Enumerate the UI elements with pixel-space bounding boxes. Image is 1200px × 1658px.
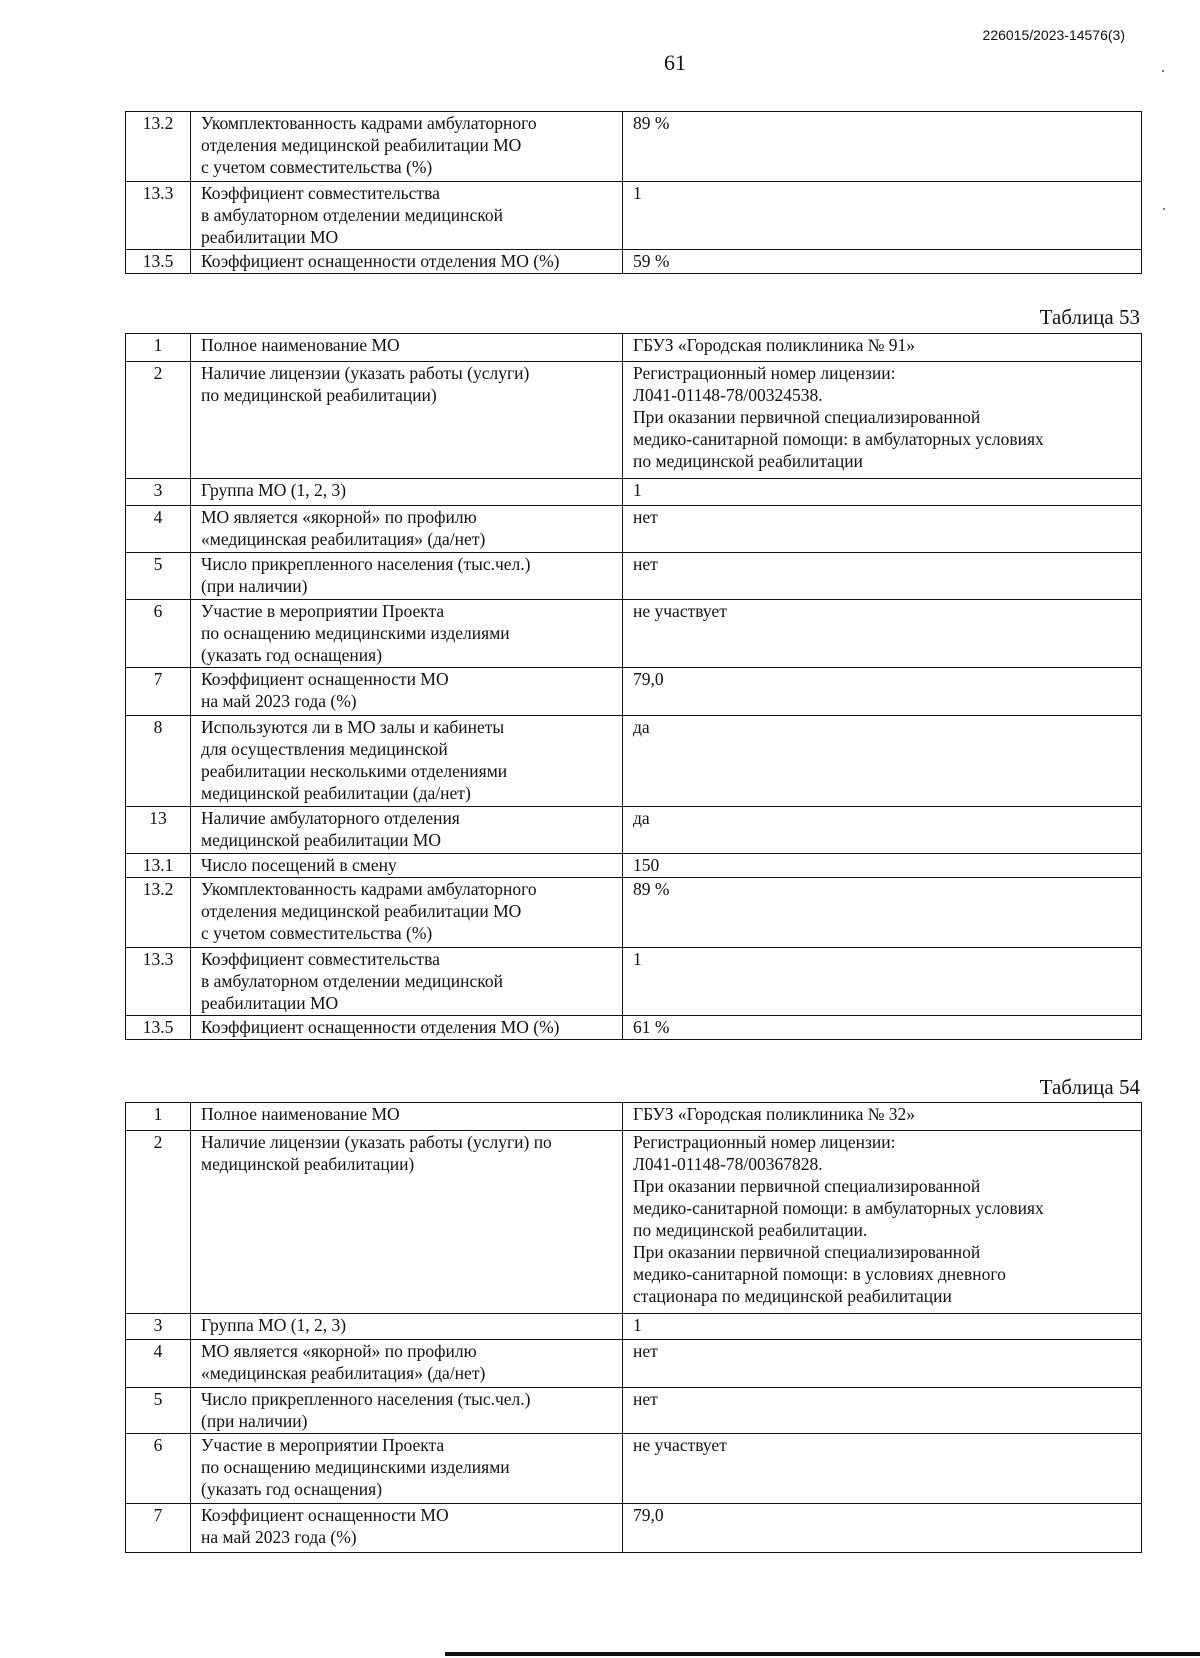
indicator-value-cell: не участвует (623, 1434, 1142, 1504)
row-number-cell: 7 (126, 1504, 191, 1553)
table-54-caption: Таблица 54 (1039, 1075, 1140, 1099)
row-number-cell: 7 (126, 668, 191, 716)
indicator-name-cell: Число прикрепленного населения (тыс.чел.) (при наличии) (191, 1388, 623, 1434)
table-row (126, 948, 1142, 1016)
indicator-name-cell: Укомплектованность кадрами амбулаторного отделения медицинской реабилитации МО с учетом совместительства (%) (191, 112, 623, 182)
indicator-name-cell: Группа МО (1, 2, 3) (191, 479, 623, 506)
table-row (126, 1131, 1142, 1314)
indicator-name-cell: Группа МО (1, 2, 3) (191, 1314, 623, 1340)
page-number: 61 (664, 50, 686, 75)
indicator-value-cell: 1 (623, 182, 1142, 250)
indicator-value-cell: 61 % (623, 1016, 1142, 1040)
row-number-cell: 13 (126, 807, 191, 854)
indicator-value-cell: 1 (623, 479, 1142, 506)
indicator-name-cell: Полное наименование МО (191, 1103, 623, 1131)
indicator-name-cell: Коэффициент оснащенности отделения МО (%) (191, 250, 623, 274)
indicator-name-cell: Коэффициент совместительства в амбулаторном отделении медицинской реабилитации МО (191, 948, 623, 1016)
row-number-cell: 13.5 (126, 1016, 191, 1040)
row-number-cell: 13.2 (126, 112, 191, 182)
table-row (126, 1016, 1142, 1040)
table-row (126, 479, 1142, 506)
row-number-cell: 5 (126, 553, 191, 600)
table-row (126, 334, 1142, 362)
indicator-value-cell: 89 % (623, 878, 1142, 948)
scan-speck (1163, 208, 1165, 210)
indicator-name-cell: МО является «якорной» по профилю «медицинская реабилитация» (да/нет) (191, 1340, 623, 1388)
indicator-value-cell: Регистрационный номер лицензии: Л041-01148-78/00367828. При оказании первичной специализированной медико-санитарной помощи: в амбулаторных условиях по медицинской реабилитации. При оказании первичной специализированной медико-санитарной помощи: в условиях дневного стационара по медицинской реабилитации (623, 1131, 1142, 1314)
table-54 (125, 1102, 1142, 1553)
row-number-cell: 2 (126, 1131, 191, 1314)
table-row (126, 1434, 1142, 1504)
table-continuation (125, 111, 1142, 274)
indicator-name-cell: Участие в мероприятии Проекта по оснащению медицинскими изделиями (указать год оснащения) (191, 600, 623, 668)
scan-speck (1162, 70, 1164, 72)
document-registration-id: 226015/2023-14576(3) (982, 27, 1125, 43)
indicator-name-cell: Полное наименование МО (191, 334, 623, 362)
indicator-value-cell: 79,0 (623, 668, 1142, 716)
indicator-name-cell: МО является «якорной» по профилю «медицинская реабилитация» (да/нет) (191, 506, 623, 553)
indicator-name-cell: Коэффициент совместительства в амбулаторном отделении медицинской реабилитации МО (191, 182, 623, 250)
indicator-name-cell: Наличие лицензии (указать работы (услуги) по медицинской реабилитации) (191, 1131, 623, 1314)
table-row (126, 112, 1142, 182)
table-row (126, 878, 1142, 948)
indicator-value-cell: ГБУЗ «Городская поликлиника № 91» (623, 334, 1142, 362)
table-row (126, 1504, 1142, 1553)
indicator-name-cell: Укомплектованность кадрами амбулаторного отделения медицинской реабилитации МО с учетом совместительства (%) (191, 878, 623, 948)
row-number-cell: 1 (126, 334, 191, 362)
row-number-cell: 13.3 (126, 182, 191, 250)
indicator-name-cell: Наличие лицензии (указать работы (услуги) по медицинской реабилитации) (191, 362, 623, 479)
table-row (126, 1388, 1142, 1434)
indicator-name-cell: Число прикрепленного населения (тыс.чел.) (при наличии) (191, 553, 623, 600)
indicator-name-cell: Наличие амбулаторного отделения медицинской реабилитации МО (191, 807, 623, 854)
indicator-value-cell: да (623, 807, 1142, 854)
row-number-cell: 6 (126, 600, 191, 668)
scan-edge-line (445, 1652, 1200, 1656)
indicator-value-cell: Регистрационный номер лицензии: Л041-01148-78/00324538. При оказании первичной специализированной медико-санитарной помощи: в амбулаторных условиях по медицинской реабилитации (623, 362, 1142, 479)
table-row (126, 1340, 1142, 1388)
table-row (126, 362, 1142, 479)
table-row (126, 807, 1142, 854)
indicator-value-cell: не участвует (623, 600, 1142, 668)
row-number-cell: 5 (126, 1388, 191, 1434)
row-number-cell: 3 (126, 479, 191, 506)
row-number-cell: 4 (126, 506, 191, 553)
table-row (126, 250, 1142, 274)
indicator-value-cell: нет (623, 506, 1142, 553)
indicator-value-cell: нет (623, 553, 1142, 600)
table-row (126, 668, 1142, 716)
row-number-cell: 13.2 (126, 878, 191, 948)
table-row (126, 716, 1142, 807)
table-53 (125, 333, 1142, 1040)
table-row (126, 1314, 1142, 1340)
indicator-name-cell: Коэффициент оснащенности отделения МО (%) (191, 1016, 623, 1040)
indicator-value-cell: 1 (623, 948, 1142, 1016)
indicator-value-cell: 79,0 (623, 1504, 1142, 1553)
row-number-cell: 13.5 (126, 250, 191, 274)
row-number-cell: 6 (126, 1434, 191, 1504)
row-number-cell: 2 (126, 362, 191, 479)
indicator-name-cell: Число посещений в смену (191, 854, 623, 878)
indicator-value-cell: 1 (623, 1314, 1142, 1340)
indicator-name-cell: Используются ли в МО залы и кабинеты для осуществления медицинской реабилитации несколькими отделениями медицинской реабилитации (да/нет) (191, 716, 623, 807)
indicator-name-cell: Участие в мероприятии Проекта по оснащению медицинскими изделиями (указать год оснащения) (191, 1434, 623, 1504)
indicator-value-cell: нет (623, 1388, 1142, 1434)
indicator-value-cell: нет (623, 1340, 1142, 1388)
row-number-cell: 1 (126, 1103, 191, 1131)
indicator-name-cell: Коэффициент оснащенности МО на май 2023 года (%) (191, 1504, 623, 1553)
row-number-cell: 8 (126, 716, 191, 807)
table-row (126, 553, 1142, 600)
indicator-value-cell: ГБУЗ «Городская поликлиника № 32» (623, 1103, 1142, 1131)
row-number-cell: 3 (126, 1314, 191, 1340)
indicator-value-cell: да (623, 716, 1142, 807)
table-row (126, 854, 1142, 878)
indicator-value-cell: 59 % (623, 250, 1142, 274)
row-number-cell: 13.3 (126, 948, 191, 1016)
indicator-value-cell: 89 % (623, 112, 1142, 182)
table-row (126, 182, 1142, 250)
indicator-name-cell: Коэффициент оснащенности МО на май 2023 года (%) (191, 668, 623, 716)
row-number-cell: 13.1 (126, 854, 191, 878)
table-53-caption: Таблица 53 (1039, 305, 1140, 329)
row-number-cell: 4 (126, 1340, 191, 1388)
table-row (126, 506, 1142, 553)
table-row (126, 600, 1142, 668)
indicator-value-cell: 150 (623, 854, 1142, 878)
table-row (126, 1103, 1142, 1131)
